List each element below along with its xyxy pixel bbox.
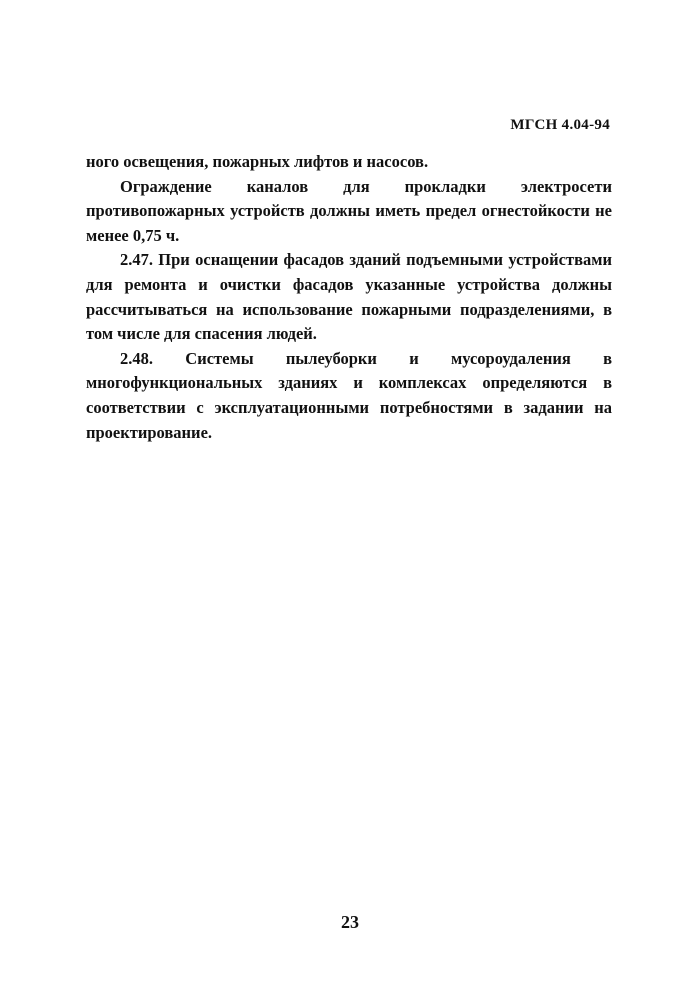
document-code-header: МГСН 4.04-94 xyxy=(510,117,610,133)
paragraph-enclosure-channels: Ограждение каналов для прокладки электросети противопожарных устройств должны иметь предел огнестойкости не менее 0,75 ч. xyxy=(86,176,612,245)
paragraph-continuation: ного освещения, пожарных лифтов и насосов. xyxy=(86,152,429,171)
paragraph-2-48: 2.48. Системы пылеуборки и мусороудаления в многофункциональных зданиях и комплексах определяются в соответствии с эксплуатационными потребностями в задании на проектирование. xyxy=(86,348,612,442)
page-number: 23 xyxy=(341,912,359,932)
document-body xyxy=(86,150,612,445)
paragraph-2-47: 2.47. При оснащении фасадов зданий подъемными устройствами для ремонта и очистки фасадов указанные устройства должны рассчитываться на использование пожарными подразделениями, в том числе для спасения людей. xyxy=(86,250,612,344)
